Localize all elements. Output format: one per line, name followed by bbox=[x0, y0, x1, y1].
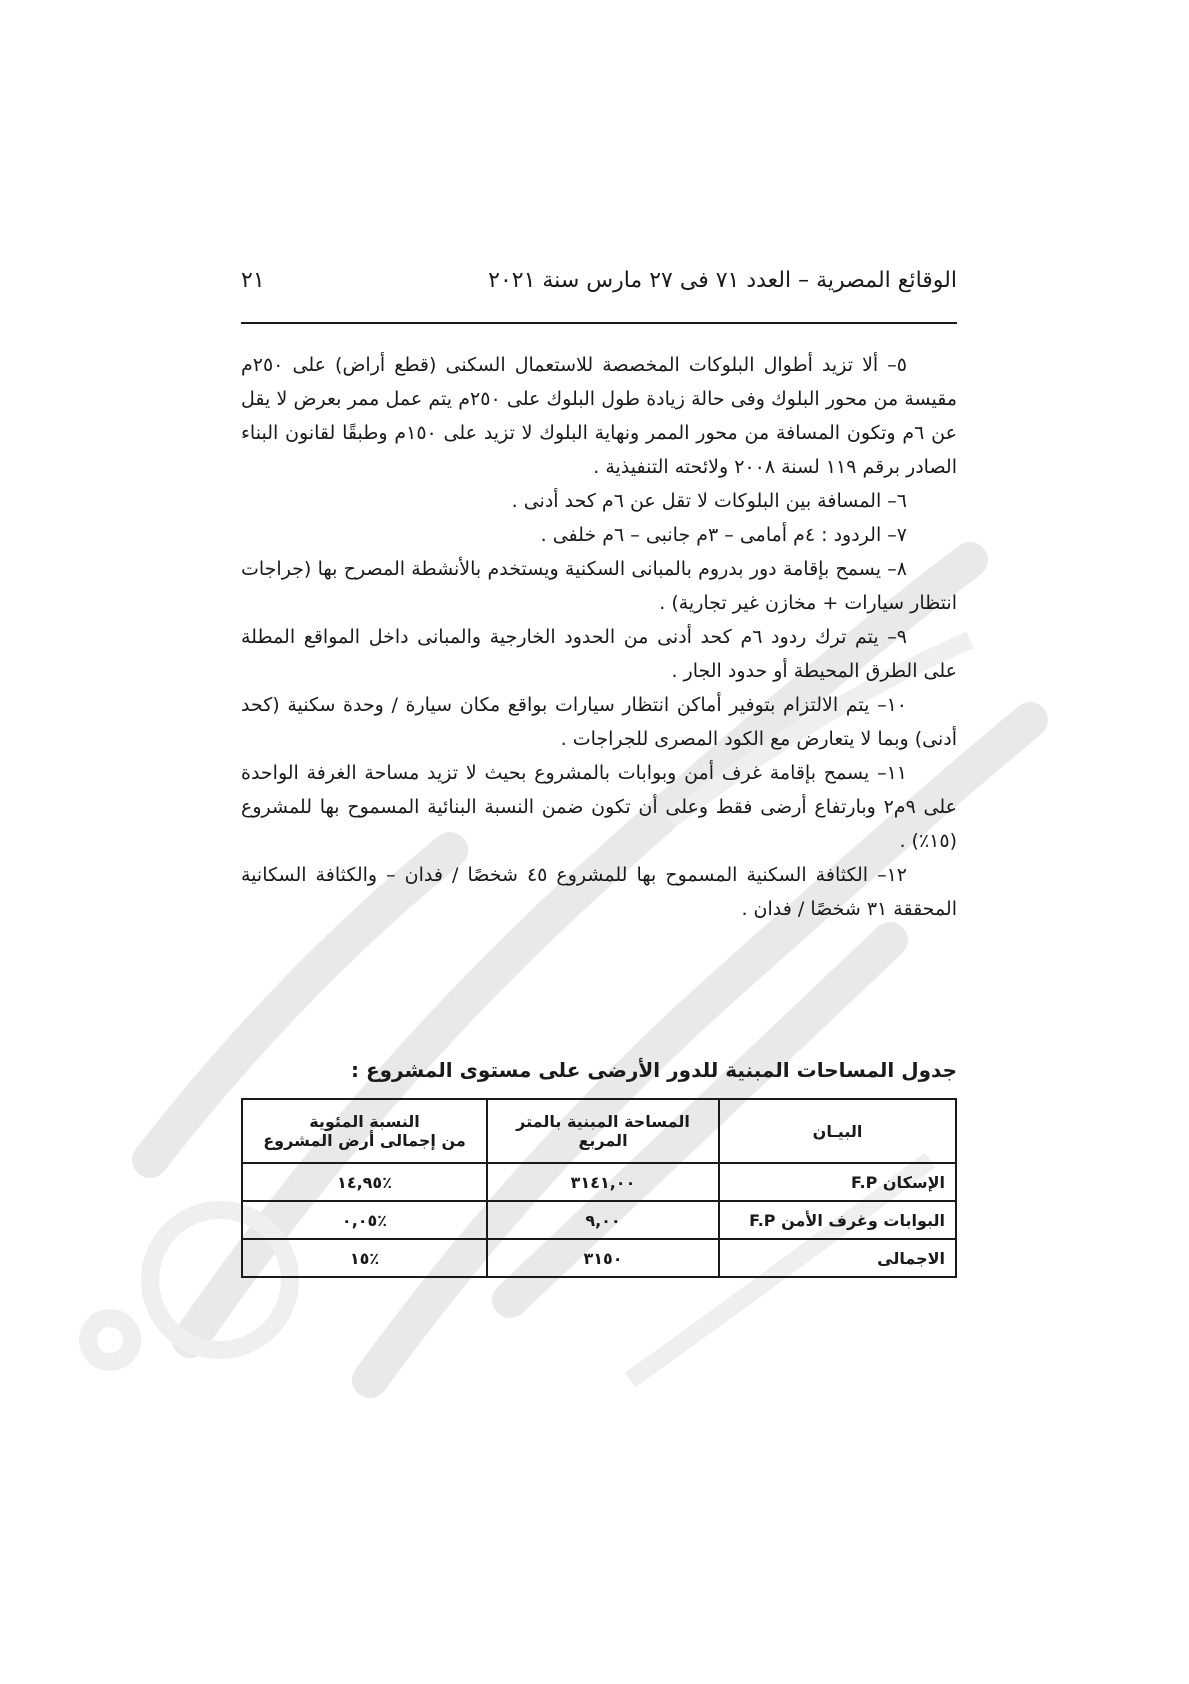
table-row bbox=[242, 1201, 956, 1239]
row-percentage: ٪١٤,٩٥ bbox=[242, 1163, 487, 1201]
paragraph-9: ٩– يتم ترك ردود ٦م كحد أدنى من الحدود الخارجية والمبانى داخل المواقع المطلة على الطرق المحيطة أو حدود الجار . bbox=[241, 626, 957, 682]
header-area: المساحة المبنية بالمتر المربع bbox=[487, 1099, 719, 1163]
header-divider bbox=[241, 322, 957, 324]
built-areas-table bbox=[241, 1098, 957, 1278]
row-label: البوابات وغرف الأمن F.P bbox=[719, 1201, 956, 1239]
row-area: ٩,٠٠ bbox=[487, 1201, 719, 1239]
row-percentage: ٪٠,٠٥ bbox=[242, 1201, 487, 1239]
paragraph-12: ١٢– الكثافة السكنية المسموح بها للمشروع ٤٥ شخصًا / فدان – والكثافة السكانية المحققة ٣١ شخصًا / فدان . bbox=[241, 864, 957, 920]
page-header bbox=[241, 268, 957, 293]
paragraph-5: ٥– ألا تزيد أطوال البلوكات المخصصة للاستعمال السكنى (قطع أراض) على ٢٥٠م مقيسة من محور البلوك وفى حالة زيادة طول البلوك على ٢٥٠م يتم عمل ممر بعرض لا يقل عن ٦م وتكون المسافة من محور الممر ونهاية البلوك لا تزيد على ١٥٠م وطبقًا لقانون البناء الصادر برقم ١١٩ لسنة ٢٠٠٨ ولائحته التنفيذية . bbox=[241, 354, 957, 478]
page-number: ٢١ bbox=[241, 268, 265, 293]
table-row bbox=[242, 1239, 956, 1277]
row-label: الاجمالى bbox=[719, 1239, 956, 1277]
header-percentage-line2: من إجمالى أرض المشروع bbox=[263, 1131, 466, 1150]
table-header-row bbox=[242, 1099, 956, 1163]
row-percentage: ٪١٥ bbox=[242, 1239, 487, 1277]
row-label: الإسكان F.P bbox=[719, 1163, 956, 1201]
body-text bbox=[241, 348, 957, 926]
paragraph-6: ٦– المسافة بين البلوكات لا تقل عن ٦م كحد أدنى . bbox=[511, 490, 907, 512]
paragraph-8: ٨– يسمح بإقامة دور بدروم بالمبانى السكنية ويستخدم بالأنشطة المصرح بها (جراجات انتظار سيارات + مخازن غير تجارية) . bbox=[241, 558, 957, 614]
header-label: البيـان bbox=[719, 1099, 956, 1163]
row-area: ٣١٤١,٠٠ bbox=[487, 1163, 719, 1201]
table-title: جدول المساحات المبنية للدور الأرضى على مستوى المشروع : bbox=[351, 1058, 957, 1082]
paragraph-11: ١١– يسمح بإقامة غرف أمن وبوابات بالمشروع بحيث لا تزيد مساحة الغرفة الواحدة على ٩م٢ وبارتفاع أرضى فقط وعلى أن تكون ضمن النسبة البنائية المسموح بها للمشروع (١٥٪) . bbox=[241, 762, 957, 852]
header-percentage bbox=[242, 1099, 487, 1163]
paragraph-10: ١٠– يتم الالتزام بتوفير أماكن انتظار سيارات بواقع مكان سيارة / وحدة سكنية (كحد أدنى) وبما لا يتعارض مع الكود المصرى للجراجات . bbox=[241, 694, 957, 750]
table-row bbox=[242, 1163, 956, 1201]
publication-title: الوقائع المصرية – العدد ٧١ فى ٢٧ مارس سنة ٢٠٢١ bbox=[488, 268, 957, 293]
row-area: ٣١٥٠ bbox=[487, 1239, 719, 1277]
paragraph-7: ٧– الردود : ٤م أمامى – ٣م جانبى – ٦م خلفى . bbox=[540, 524, 907, 546]
header-percentage-line1: النسبة المئوية bbox=[309, 1112, 420, 1131]
